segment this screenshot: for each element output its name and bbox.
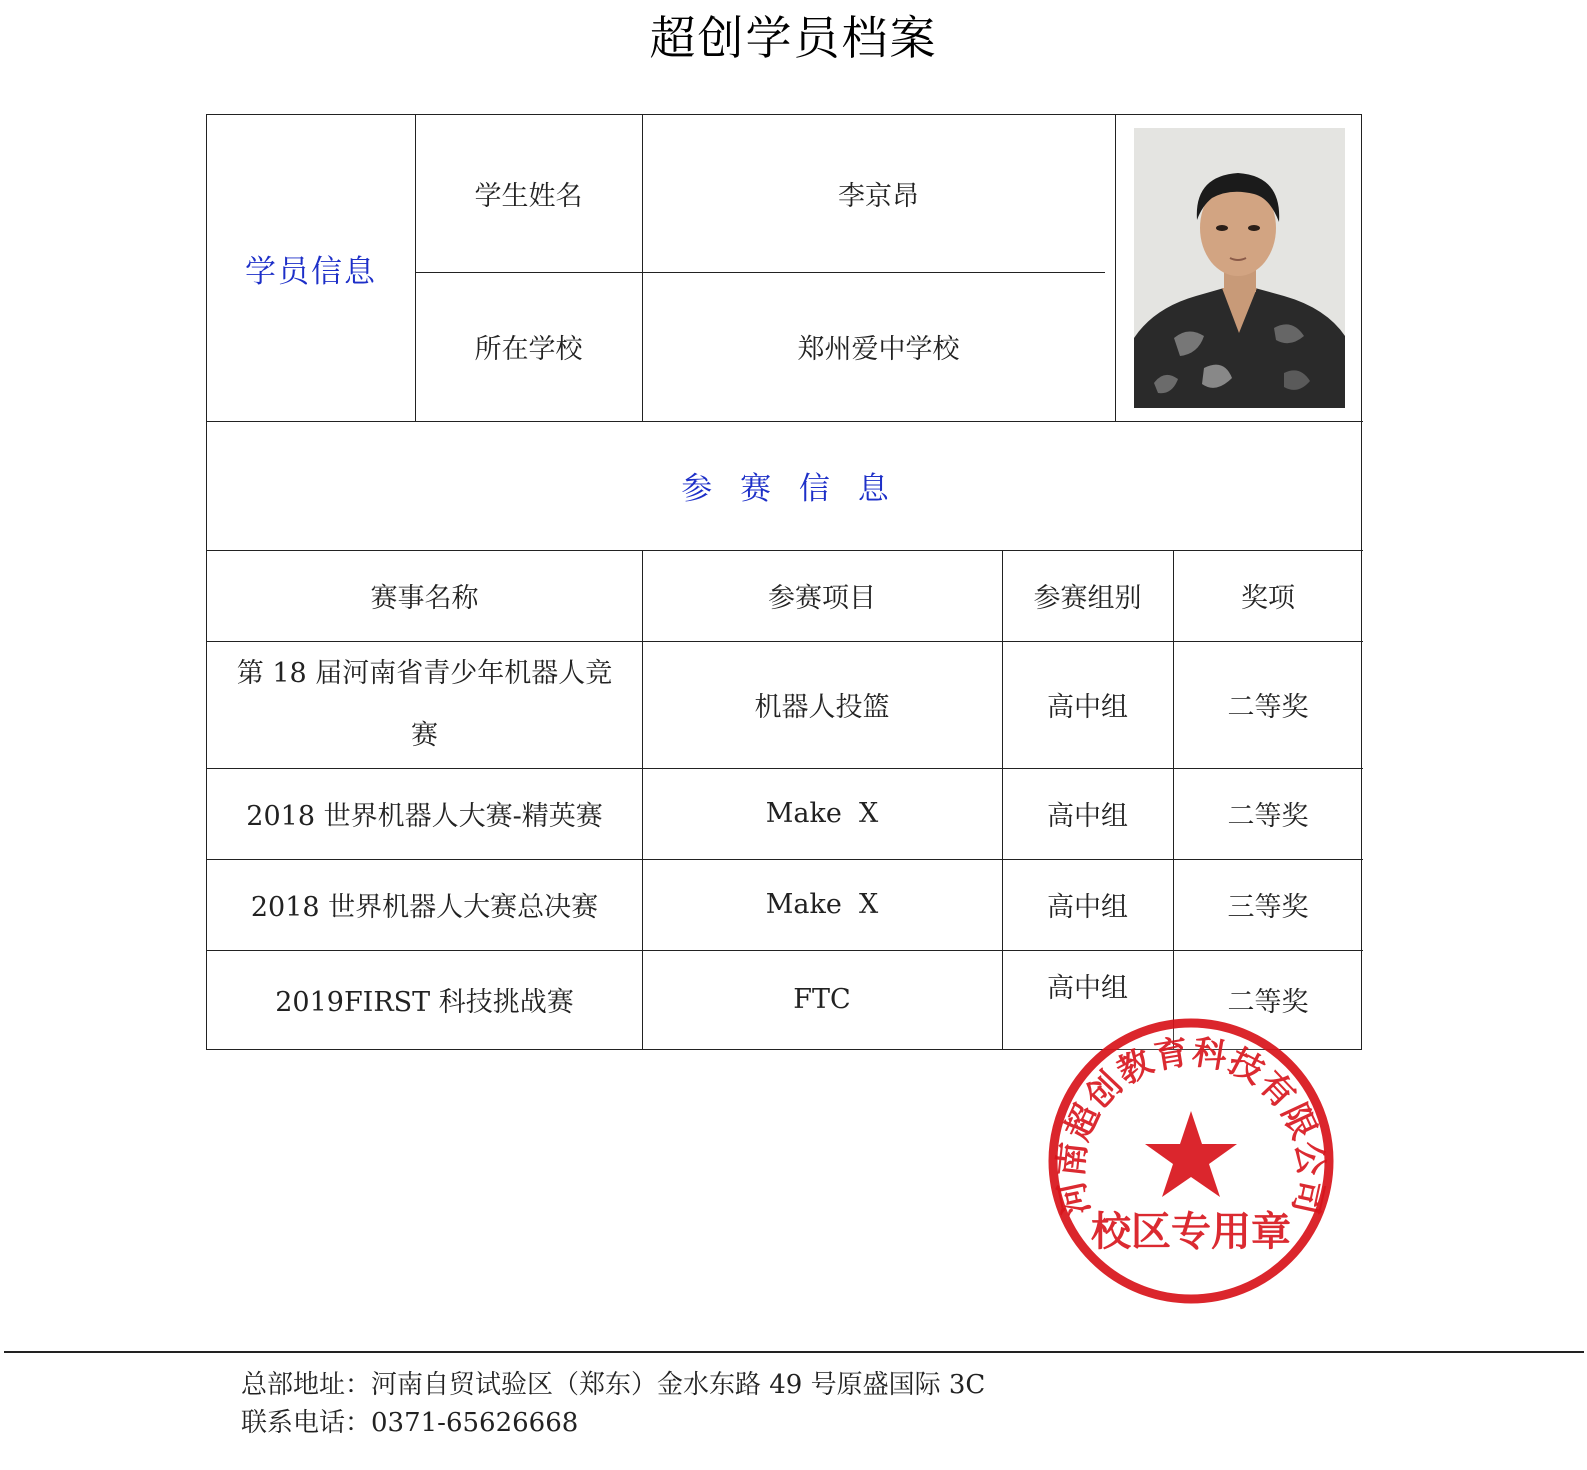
table-row-event: 2018 世界机器人大赛-精英赛 <box>246 801 603 832</box>
page-title: 超创学员档案 <box>649 11 938 65</box>
table-row-event: 2019FIRST 科技挑战赛 <box>275 987 574 1018</box>
table-row-group: 高中组 <box>1047 892 1128 923</box>
student-record-table <box>206 114 1362 1050</box>
school-label: 所在学校 <box>474 334 583 365</box>
seal-bottom-text: 校区专用章 <box>1091 1209 1291 1255</box>
footer-divider <box>4 1351 1584 1353</box>
event-line-1: 第 18 届河南省青少年机器人竞 <box>236 657 613 689</box>
col-header-award: 奖项 <box>1241 583 1295 614</box>
col-header-event: 赛事名称 <box>370 583 479 614</box>
table-row-award: 三等奖 <box>1227 892 1309 923</box>
table-row-project: 机器人投篮 <box>754 692 890 723</box>
student-photo <box>1134 128 1345 408</box>
name-value: 李京昂 <box>838 181 919 212</box>
event-line-2: 赛 <box>411 719 438 751</box>
seal-top-text: 河南超创教育科技有限公司 <box>1050 1032 1332 1219</box>
table-row-project: FTC <box>793 984 851 1015</box>
col-header-group: 参赛组别 <box>1033 583 1142 614</box>
student-info-label: 学员信息 <box>245 253 377 290</box>
table-row-group: 高中组 <box>1047 801 1128 832</box>
footer-address: 总部地址：河南自贸试验区（郑东）金水东路 49 号原盛国际 3C <box>241 1370 986 1400</box>
competition-info-label: 参 赛 信 息 <box>681 471 889 507</box>
table-row-group: 高中组 <box>1047 972 1128 1004</box>
table-row-award: 二等奖 <box>1227 692 1309 723</box>
table-row-event <box>207 641 642 768</box>
table-row-award: 二等奖 <box>1227 801 1309 832</box>
person-portrait-image <box>1134 128 1345 408</box>
table-row-project: Make X <box>765 798 879 829</box>
col-header-project: 参赛项目 <box>768 583 876 614</box>
name-label: 学生姓名 <box>474 181 583 212</box>
divider <box>1115 115 1116 421</box>
table-row-award: 二等奖 <box>1227 987 1309 1018</box>
table-row-group: 高中组 <box>1047 692 1128 723</box>
table-row-event: 2018 世界机器人大赛总决赛 <box>250 892 599 923</box>
official-seal-stamp <box>1043 1013 1339 1309</box>
footer-phone: 联系电话：0371-65626668 <box>241 1408 579 1438</box>
table-row-project: Make X <box>765 889 879 920</box>
school-value: 郑州爱中学校 <box>797 334 960 365</box>
